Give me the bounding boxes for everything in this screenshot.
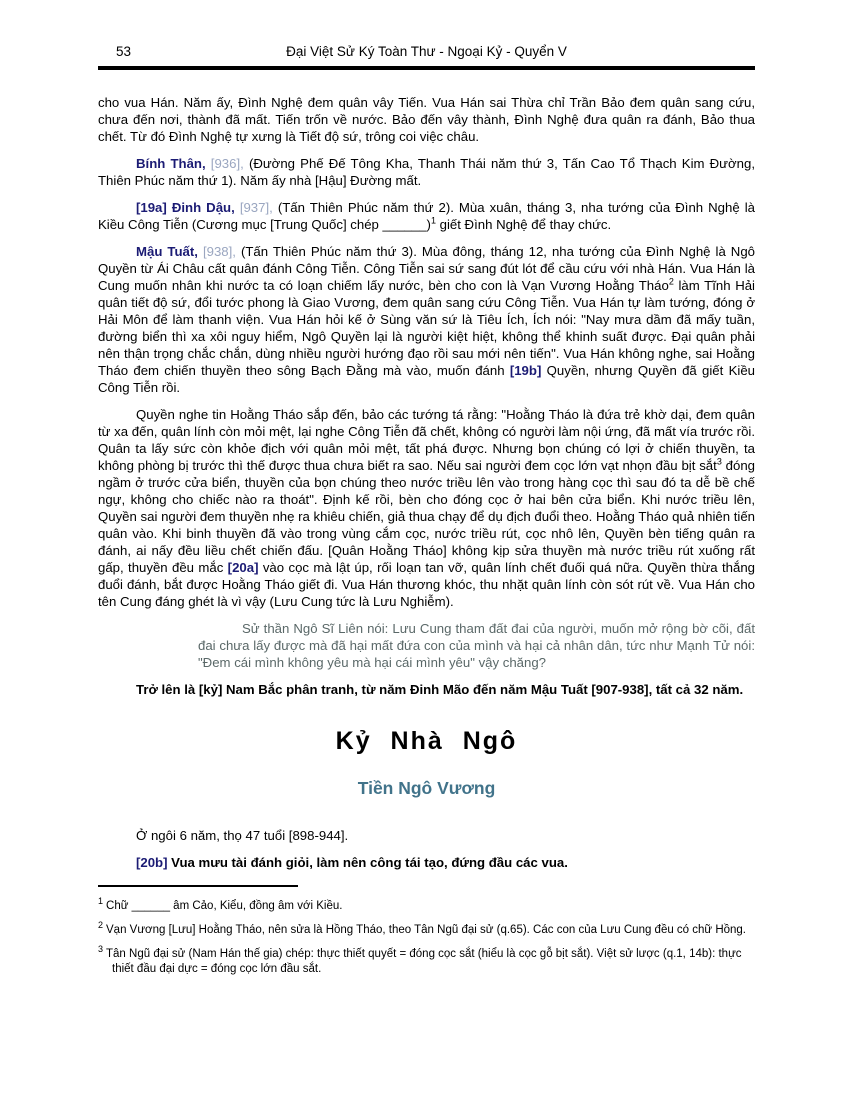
text-segment: đóng ngầm ở trước cửa biển, thuyền của bọn chúng theo nước triều lên vào trong hàng cọc thì sau đó ta dễ bề chế ngự, không cho chiếc nào ra thoát". Định kế rồi, bèn cho đóng cọc ở hai bên cửa biển. Khi nước triều lên, Quyền sai người đem thuyền nhẹ ra khiêu chiến, giả thua chạy để dụ địch đuổi theo. Hoằng Tháo quả nhiên tiến quân vào. Khi binh thuyền đã vào trong vùng cắm cọc, nước triều rút, cọc nhô lên, Quyền bèn tiếng quân ra đánh, ai nấy đều liều chết chiến đấu. [Quân Hoằng Tháo] không kịp sửa thuyền mà nước triều rút xuống rất gấp, thuyền đều mắc xyxy=(98,458,755,575)
reign-praise xyxy=(98,854,755,871)
document-body xyxy=(98,94,755,871)
page-header xyxy=(98,0,755,70)
running-title: Đại Việt Sử Ký Toàn Thư - Ngoại Kỷ - Quyển V xyxy=(286,44,567,59)
era-name: Mậu Tuất, xyxy=(136,244,198,259)
era-name: [19a] Đinh Dậu, xyxy=(136,200,235,215)
text-segment: Quyền, nhưng Quyền đã giết Kiều Công Tiễn rồi. xyxy=(98,363,755,395)
footnote xyxy=(98,944,755,977)
page-marker: [19b] xyxy=(509,363,542,378)
page-marker: [20a] xyxy=(227,560,259,575)
text-segment: làm Tĩnh Hải quân tiết độ sứ, đổi tước phong là Giao Vương, đem quân sang cứu Công Tiễn. Vua Hán tự làm tướng, đóng ở Hải Môn để làm thanh viện. Vua Hán hỏi kế ở Sùng văn sứ là Tiêu Ích, Ích nói: "Nay mưa dầm đã mấy tuần, đường biển thì xa xôi nguy hiểm, Ngô Quyền lại là người kiệt hiệt, không thể khinh suất được. Đại quân phải nên thận trọng chắc chắn, dùng nhiều người hướng đạo rồi sau mới nên tiến". Vua Hán không nghe, sai Hoằng Tháo đem chiến thuyền theo sông Bạch Đằng mà vào, muốn đánh xyxy=(98,278,755,378)
era-summary xyxy=(98,681,755,698)
text-segment: vào cọc mà lật úp, rối loạn tan vỡ, quân lính chết đuối quá nữa. Quyền thừa thắng đuổi đánh, bắt được Hoằng Tháo giết đi. Vua Hán thương khóc, thu nhặt quân lính còn sót rút về. Vua Hán cho tên Cung đáng ghét là vì vậy (Lưu Cung tức là Lưu Nghiễm). xyxy=(98,560,755,609)
battle-paragraph xyxy=(98,406,755,610)
entry-mau-tuat xyxy=(98,243,755,396)
footnote-separator xyxy=(98,885,298,887)
page-number: 53 xyxy=(116,44,132,59)
footnotes xyxy=(98,896,755,977)
historian-comment xyxy=(198,620,755,671)
text-segment: (Tấn Thiên Phúc năm thứ 3). Mùa đông, tháng 12, nha tướng của Đình Nghệ là Ngô Quyền từ Ái Châu cất quân đánh Công Tiễn. Công Tiễn sai sứ sang đút lót để cầu cứu với nhà Hán. Vua Hán là Cung muốn nhân khi nước ta có loạn chiếm lấy nước, bèn cho con là Vạn Vương Hoằng Tháo xyxy=(98,244,755,293)
year-bracket: [937], xyxy=(234,200,278,215)
header-rule xyxy=(98,66,755,70)
section-heading xyxy=(98,724,755,758)
footnote-number: 1 xyxy=(98,896,104,907)
text-segment: Quyền nghe tin Hoằng Tháo sắp đến, bảo các tướng tá rằng: "Hoằng Tháo là đứa trẻ khờ dại, đem quân từ xa đến, quân lính còn mỏi mệt, lại nghe Công Tiễn đã chết, không có người làm nội ứng, đã mất vía trước rồi. Quân ta lấy sức còn khỏe địch với quân mỏi mệt, tất phá được. Nhưng bọn chúng có lợi ở chiến thuyền, ta không phòng bị trước thì thế được thua chưa biết ra sao. Nếu sai người đem cọc lớn vạt nhọn đầu bịt sắt xyxy=(98,407,755,473)
text-segment: Sử thần Ngô Sĩ Liên nói: Lưu Cung tham đất đai của người, muốn mở rộng bờ cõi, đất đai chưa lấy được mà đã hại mất đứa con của mình và hại cả nhân dân, tức như Mạnh Tử nói: "Đem cái mình không yêu mà hại cái mình yêu" vậy chăng? xyxy=(198,621,755,670)
footnote-number: 2 xyxy=(98,920,104,931)
text-segment: cho vua Hán. Năm ấy, Đình Nghệ đem quân vây Tiến. Vua Hán sai Thừa chỉ Trần Bảo đem quân sang cứu, chưa đến nơi, thành đã mất. Tiến trốn về nước. Bảo đến vây thành, Đình Nghệ đưa quân ra đánh, Bảo thua chết. Từ đó Đình Nghệ tự xưng là Tiết độ sứ, trông coi việc châu. xyxy=(98,95,755,144)
footnote-ref: 3 xyxy=(716,456,722,467)
text-segment: (Đường Phế Đế Tông Kha, Thanh Thái năm thứ 3, Tấn Cao Tổ Thạch Kim Đường, Thiên Phúc năm thứ 1). Năm ấy nhà [Hậu] Đường mất. xyxy=(98,156,755,188)
continuation-paragraph xyxy=(98,94,755,145)
text-segment: Ở ngôi 6 năm, thọ 47 tuổi [898-944]. xyxy=(136,828,349,843)
text-segment: Kỷ Nhà Ngô xyxy=(335,727,518,755)
footnote-number: 3 xyxy=(98,944,104,955)
text-segment: (Tấn Thiên Phúc năm thứ 2). Mùa xuân, tháng 3, nha tướng của Đình Nghệ là Kiều Công Tiễn (Cương mục [Trung Quốc] chép ______) xyxy=(98,200,755,232)
footnote-ref: 1 xyxy=(430,215,436,226)
entry-dinh-dau xyxy=(98,199,755,233)
text-segment: Tiền Ngô Vương xyxy=(357,778,496,798)
footnote-text: Vạn Vương [Lưu] Hoằng Tháo, nên sửa là Hồng Tháo, theo Tân Ngũ đại sử (q.65). Các con của Lưu Cung đều có chữ Hồng. xyxy=(106,924,747,936)
entry-binh-than xyxy=(98,155,755,189)
footnote-text: Chữ ______ âm Cảo, Kiểu, đồng âm với Kiều. xyxy=(106,900,343,912)
reign-summary xyxy=(98,827,755,844)
year-bracket: [938], xyxy=(197,244,241,259)
subsection-heading xyxy=(98,780,755,797)
bold-text: Vua mưu tài đánh giỏi, làm nên công tái tạo, đứng đầu các vua. xyxy=(167,855,568,870)
footnote-ref: 2 xyxy=(668,276,674,287)
footnote-text: Tân Ngũ đại sử (Nam Hán thế gia) chép: thực thiết quyết = đóng cọc sắt (hiểu là cọc gỗ bịt sắt). Việt sử lược (q.1, 14b): thực thiết đầu đại dực = đóng cọc lớn đầu sắt. xyxy=(106,948,742,975)
year-bracket: [936], xyxy=(205,156,249,171)
era-name: Bính Thân, xyxy=(136,156,206,171)
footnote xyxy=(98,896,755,914)
text-segment: giết Đình Nghệ để thay chức. xyxy=(435,217,612,232)
page-marker: [20b] xyxy=(136,855,168,870)
footnote xyxy=(98,920,755,938)
text-segment: Trở lên là [kỷ] Nam Bắc phân tranh, từ năm Đinh Mão đến năm Mậu Tuất [907-938], tất cả 32 năm. xyxy=(136,682,744,697)
